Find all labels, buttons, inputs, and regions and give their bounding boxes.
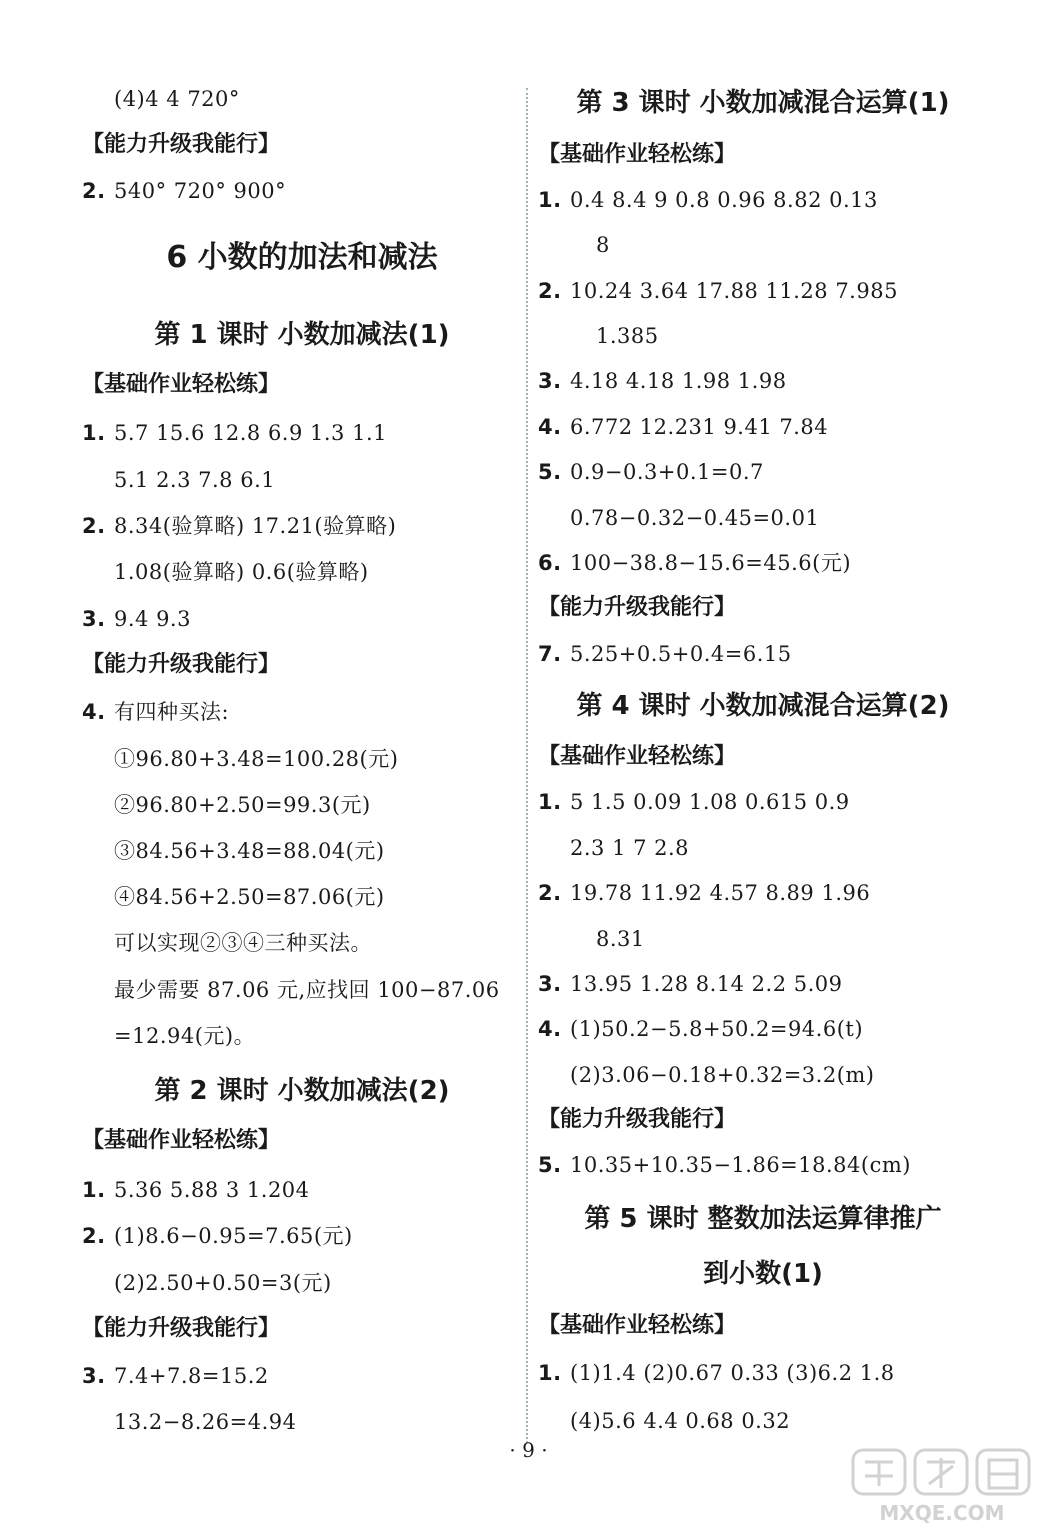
answer-text: 6.772 12.231 9.41 7.84 <box>570 415 829 439</box>
answer-line <box>82 418 387 448</box>
answer-line <box>82 1175 310 1205</box>
answer-line: (4)5.6 4.4 0.68 0.32 <box>570 1409 791 1433</box>
section-heading: 【基础作业轻松练】 <box>538 1313 737 1338</box>
answer-line: 8.31 <box>596 927 645 951</box>
item-number: 4. <box>82 700 106 724</box>
answer-line <box>538 1014 863 1044</box>
item-number: 2. <box>82 1224 106 1248</box>
item-number: 5. <box>538 460 562 484</box>
answer-text: 100−38.8−15.6=45.6(元) <box>570 551 852 575</box>
answer-line <box>538 1150 911 1180</box>
item-number: 2. <box>538 279 562 303</box>
answer-text: 5.36 5.88 3 1.204 <box>114 1178 310 1202</box>
lesson-title: 第 5 课时 整数加法运算律推广 <box>584 1204 942 1234</box>
answer-line <box>82 1361 269 1391</box>
answer-line <box>82 604 191 634</box>
answer-line <box>82 511 396 541</box>
answer-line: (2)2.50+0.50=3(元) <box>114 1271 332 1295</box>
answer-line: ①96.80+3.48=100.28(元) <box>114 747 399 771</box>
answer-line <box>538 969 843 999</box>
answer-line: 最少需要 87.06 元,应找回 100−87.06 <box>114 978 500 1002</box>
answer-line <box>82 697 229 727</box>
section-heading: 【能力升级我能行】 <box>82 132 281 157</box>
answer-line <box>538 787 850 817</box>
answer-line: ③84.56+3.48=88.04(元) <box>114 839 385 863</box>
watermark-text: MXQE.COM <box>879 1501 1005 1525</box>
answer-line <box>538 548 851 578</box>
lesson-title: 第 1 课时 小数加减法(1) <box>154 320 450 350</box>
answer-text: 0.9−0.3+0.1=0.7 <box>570 460 764 484</box>
answer-text: (1)1.4 (2)0.67 0.33 (3)6.2 1.8 <box>570 1361 895 1385</box>
page-number: · 9 · <box>509 1438 548 1462</box>
chapter-title: 6 小数的加法和减法 <box>166 240 438 275</box>
answer-line: 0.78−0.32−0.45=0.01 <box>570 506 820 530</box>
section-heading: 【能力升级我能行】 <box>82 1316 281 1341</box>
section-heading: 【基础作业轻松练】 <box>82 372 281 397</box>
answer-line: 1.08(验算略) 0.6(验算略) <box>114 560 369 584</box>
answer-line: ②96.80+2.50=99.3(元) <box>114 793 371 817</box>
column-divider <box>526 88 528 1443</box>
answer-line <box>538 639 792 669</box>
section-heading: 【基础作业轻松练】 <box>538 142 737 167</box>
item-number: 3. <box>538 972 562 996</box>
lesson-title-continued: 到小数(1) <box>703 1259 823 1289</box>
item-number: 7. <box>538 642 562 666</box>
answer-line: (2)3.06−0.18+0.32=3.2(m) <box>570 1063 875 1087</box>
answer-text: 8.34(验算略) 17.21(验算略) <box>114 514 397 538</box>
item-number: 3. <box>538 369 562 393</box>
item-number: 3. <box>82 607 106 631</box>
item-number: 2. <box>538 881 562 905</box>
answer-text: 5.7 15.6 12.8 6.9 1.3 1.1 <box>114 421 387 445</box>
answer-line: 可以实现②③④三种买法。 <box>114 931 372 955</box>
section-heading: 【基础作业轻松练】 <box>82 1128 281 1153</box>
section-heading: 【能力升级我能行】 <box>82 652 281 677</box>
watermark-logo-icon <box>847 1446 1037 1526</box>
answer-line <box>538 878 870 908</box>
item-number: 1. <box>538 1361 562 1385</box>
answer-line <box>538 185 878 215</box>
lesson-title: 第 3 课时 小数加减混合运算(1) <box>576 88 950 118</box>
item-number: 6. <box>538 551 562 575</box>
answer-line: (4)4 4 720° <box>114 87 240 111</box>
answer-line: 1.385 <box>596 324 659 348</box>
answer-line: 8 <box>596 233 610 257</box>
answer-text: 10.35+10.35−1.86=18.84(cm) <box>570 1153 911 1177</box>
answer-line <box>538 1358 895 1388</box>
section-heading: 【能力升级我能行】 <box>538 1107 737 1132</box>
answer-text: 0.4 8.4 9 0.8 0.96 8.82 0.13 <box>570 188 878 212</box>
item-number: 4. <box>538 1017 562 1041</box>
lesson-title: 第 4 课时 小数加减混合运算(2) <box>576 691 950 721</box>
item-number: 5. <box>538 1153 562 1177</box>
answer-text: 5 1.5 0.09 1.08 0.615 0.9 <box>570 790 850 814</box>
answer-text: 9.4 9.3 <box>114 607 191 631</box>
answer-text: 10.24 3.64 17.88 11.28 7.985 <box>570 279 898 303</box>
lesson-title: 第 2 课时 小数加减法(2) <box>154 1076 450 1106</box>
section-heading: 【基础作业轻松练】 <box>538 744 737 769</box>
answer-text: 有四种买法: <box>114 700 230 724</box>
answer-line: ④84.56+2.50=87.06(元) <box>114 885 385 909</box>
left-column <box>82 0 522 1460</box>
item-number: 1. <box>82 1178 106 1202</box>
item-number: 4. <box>538 415 562 439</box>
answer-text: (1)50.2−5.8+50.2=94.6(t) <box>570 1017 864 1041</box>
answer-text: 13.95 1.28 8.14 2.2 5.09 <box>570 972 843 996</box>
answer-line: 13.2−8.26=4.94 <box>114 1410 297 1434</box>
answer-text: 7.4+7.8=15.2 <box>114 1364 269 1388</box>
answer-line: 2.3 1 7 2.8 <box>570 836 690 860</box>
section-heading: 【能力升级我能行】 <box>538 595 737 620</box>
item-number: 1. <box>82 421 106 445</box>
answer-text: 540° 720° 900° <box>114 179 287 203</box>
answer-line <box>538 412 828 442</box>
item-number: 3. <box>82 1364 106 1388</box>
answer-line <box>82 176 286 206</box>
answer-line <box>538 457 764 487</box>
answer-line: 5.1 2.3 7.8 6.1 <box>114 468 276 492</box>
item-number: 1. <box>538 790 562 814</box>
answer-line <box>538 366 787 396</box>
item-number: 2. <box>82 514 106 538</box>
answer-text: (1)8.6−0.95=7.65(元) <box>114 1224 353 1248</box>
answer-line <box>538 276 898 306</box>
answer-text: 19.78 11.92 4.57 8.89 1.96 <box>570 881 871 905</box>
right-column <box>538 0 988 1460</box>
item-number: 1. <box>538 188 562 212</box>
answer-line <box>82 1221 353 1251</box>
answer-text: 5.25+0.5+0.4=6.15 <box>570 642 792 666</box>
answer-line: =12.94(元)。 <box>114 1024 256 1048</box>
answer-text: 4.18 4.18 1.98 1.98 <box>570 369 787 393</box>
item-number: 2. <box>82 179 106 203</box>
